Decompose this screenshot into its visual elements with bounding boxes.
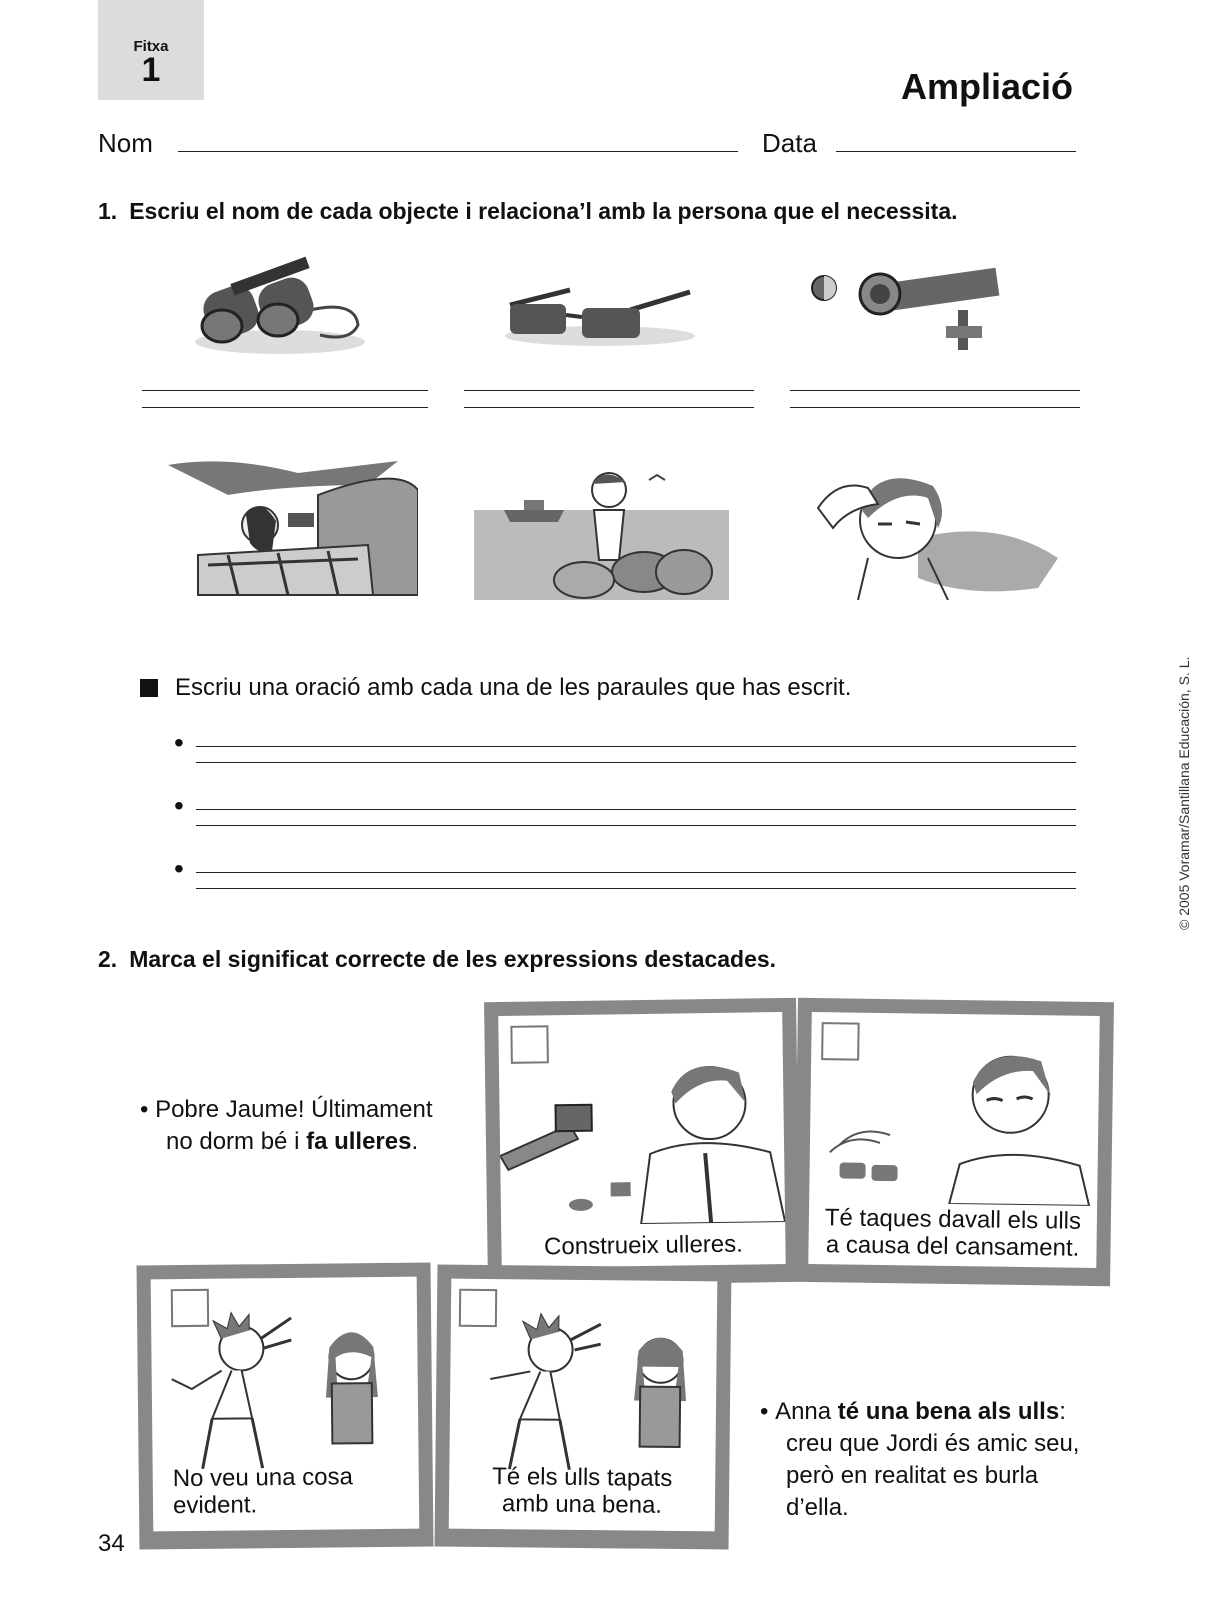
sentence-1-bold: fa ulleres [306,1128,412,1155]
sub-instruction: Escriu una oració amb cada una de les paraules que has escrit. [175,674,852,701]
sentence-2-colon: : [1059,1398,1066,1425]
exercise1-heading [98,198,958,225]
telescope-icon [808,262,1028,362]
sentence-1-mid: no dorm bé i [166,1128,307,1155]
sentence-line[interactable] [196,825,1076,826]
page-title: Ampliació [900,66,1073,107]
comic-frame [435,1264,732,1549]
bullet-icon: • [174,790,184,821]
bullet-icon: • [174,853,184,884]
answer-line[interactable] [464,390,754,391]
caption-3 [173,1463,404,1519]
sentence-line[interactable] [196,746,1076,747]
comic-panel-1 [498,1012,785,1268]
comic-panel-2 [808,1012,1099,1268]
comic-panel-3 [151,1277,420,1532]
tired-man-illustration [809,1032,1099,1206]
copyright-notice: © 2005 Voramar/Santillana Educación, S. L. [1176,656,1192,930]
boy-at-sea-illustration [474,460,729,600]
comic-frame [484,998,800,1286]
sentence-2-pre: Anna [775,1398,838,1425]
exercise1-instruction: Escriu el nom de cada objecte i relaciona’l amb la persona que el necessita. [129,198,958,224]
page-number: 34 [98,1530,125,1557]
sentence-line[interactable] [196,888,1076,889]
bullet-icon: • [140,1096,156,1123]
answer-line[interactable] [142,407,428,408]
comic-frame [137,1262,434,1549]
bullet-icon: • [760,1398,776,1425]
sentence-line[interactable] [196,809,1076,810]
name-line[interactable] [178,151,738,152]
exercise2-instruction: Marca el significat correcte de les expressions destacades. [129,946,777,972]
exercise2-heading [98,946,776,973]
tab-label: Fitxa [133,38,169,55]
caption-2 [808,1204,1097,1262]
sentence-2-bold: té una bena als ulls [837,1398,1060,1425]
man-building-glasses-illustration [499,1032,786,1226]
worksheet-tab [98,0,204,100]
date-label: Data [762,128,817,158]
sentence-line[interactable] [196,872,1076,873]
comic-frame [794,998,1114,1286]
girl-blindfolded-illustration [449,1309,717,1472]
square-bullet-icon [140,679,158,697]
caption-4-line2: amb una bena. [501,1490,663,1519]
caption-2-line2: a causa del cansament. [825,1231,1080,1262]
answer-line[interactable] [790,407,1080,408]
caption-4 [449,1463,716,1520]
boy-mocking-girl-illustration [151,1307,419,1470]
caption-1: Construeix ulleres. [543,1230,743,1261]
sentence-1-text: Pobre Jaume! Últimament [155,1096,433,1123]
caption-3-line2: evident. [172,1491,258,1520]
sentence-2 [760,1396,1120,1524]
name-label: Nom [98,128,153,158]
sentence-2-line3: però en realitat es burla [786,1462,1039,1489]
answer-line[interactable] [464,407,754,408]
sunglasses-icon [500,270,700,350]
sentence-2-line2: creu que Jordi és amic seu, [786,1430,1080,1457]
exercise1-number: 1. [98,198,118,224]
comic-panel-4 [449,1279,718,1532]
sentence-2-line4: d’ella. [786,1494,849,1521]
sentence-1-post: . [411,1128,419,1155]
answer-line[interactable] [790,390,1080,391]
tab-number: 1 [141,51,161,89]
date-line[interactable] [836,151,1076,152]
answer-line[interactable] [142,390,428,391]
woman-on-ship-illustration [168,455,418,600]
girl-squinting-illustration [798,458,1058,600]
caption-3-line1: No veu una cosa [172,1463,354,1493]
caption-4-line1: Té els ulls tapats [492,1463,673,1492]
caption-2-line1: Té taques davall els ulls [824,1204,1082,1235]
sentence-line[interactable] [196,762,1076,763]
binoculars-icon [190,250,370,360]
exercise2-number: 2. [98,946,118,972]
bullet-icon: • [174,727,184,758]
sentence-1 [140,1094,480,1158]
